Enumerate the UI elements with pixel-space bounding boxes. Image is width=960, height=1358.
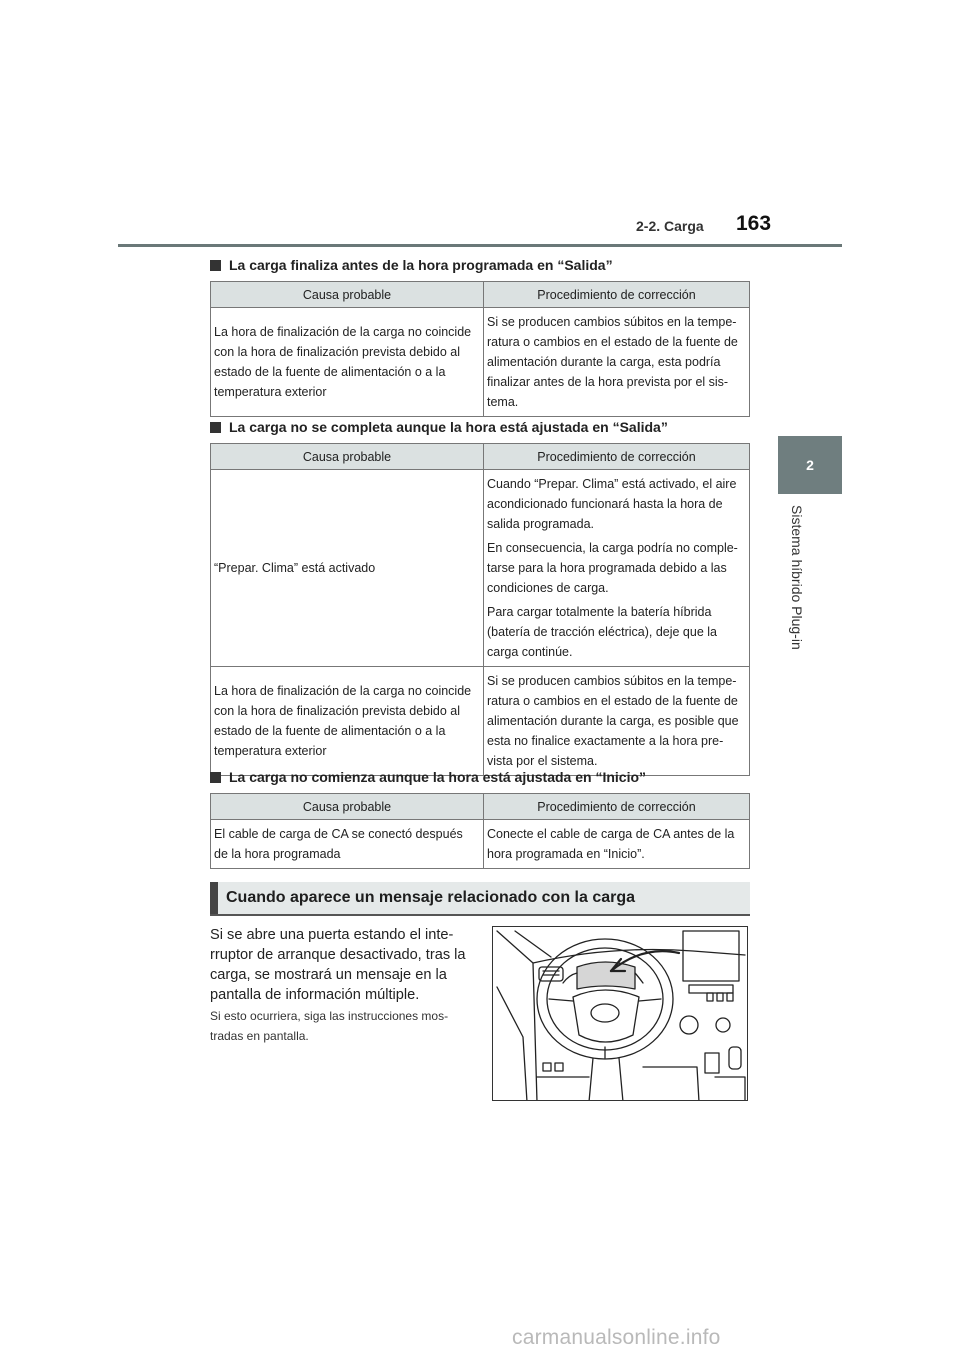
note-paragraph: Si esto ocurriera, siga las instrucciones mos-tradas en pantalla. [210, 1009, 449, 1043]
section-heading [210, 257, 613, 273]
cause-table [210, 281, 750, 417]
cause-cell: La hora de finalización de la carga no coincide con la hora de finalización prevista debido al estado de la fuente de alimentación o a la temperatura exterior [211, 308, 484, 417]
cause-cell: La hora de finalización de la carga no coincide con la hora de finalización prevista debido al estado de la fuente de alimentación o a la temperatura exterior [211, 667, 484, 776]
square-bullet-icon [210, 772, 221, 783]
fix-paragraph: En consecuencia, la carga podría no comple-tarse para la hora programada debido a las condiciones de carga. [487, 541, 738, 595]
column-header-cause: Causa probable [211, 282, 484, 308]
column-header-cause: Causa probable [211, 444, 484, 470]
section-heading [210, 419, 668, 435]
table-row [211, 820, 750, 869]
square-bullet-icon [210, 422, 221, 433]
banner-title: Cuando aparece un mensaje relacionado con la carga [226, 889, 636, 906]
table-header-row [211, 444, 750, 470]
table-row [211, 308, 750, 417]
table-header-row [211, 282, 750, 308]
fix-cell [484, 820, 750, 869]
body-paragraph: Si se abre una puerta estando el inte-rruptor de arranque desactivado, tras la carga, se mostrará un mensaje en la pantalla de información múltiple. [210, 927, 466, 1003]
fix-paragraph: Para cargar totalmente la batería híbrida (batería de tracción eléctrica), deje que la carga continúe. [487, 605, 717, 659]
section-heading [210, 769, 646, 785]
cause-cell: “Prepar. Clima” está activado [211, 470, 484, 667]
dashboard-illustration [492, 926, 748, 1101]
fix-paragraph: Si se producen cambios súbitos en la tempe-ratura o cambios en el estado de la fuente de alimentación durante la carga, es posible que esta no finalice exactamente a la hora pre-vista por el sistema. [487, 674, 739, 768]
header-rule [118, 244, 842, 247]
banner-accent-bar [210, 882, 218, 914]
table-header-row [211, 794, 750, 820]
page-number: 163 [736, 212, 772, 235]
section-title: 2-2. Carga [636, 218, 704, 234]
chapter-tab: 2 [778, 436, 842, 494]
column-header-fix: Procedimiento de corrección [484, 444, 750, 470]
cause-table [210, 443, 750, 776]
section-heading-text: La carga finaliza antes de la hora programada en “Salida” [229, 257, 613, 273]
section-heading-text: La carga no comienza aunque la hora está ajustada en “Inicio” [229, 769, 647, 785]
steering-wheel-dashboard-icon [493, 927, 748, 1101]
table-row [211, 470, 750, 667]
square-bullet-icon [210, 260, 221, 271]
fix-paragraph: Si se producen cambios súbitos en la tempe-ratura o cambios en el estado de la fuente de alimentación durante la carga, esta podría finalizar antes de la hora prevista por el sis-tema. [487, 315, 738, 409]
table-row [211, 667, 750, 776]
watermark: carmanualsonline.info [512, 1326, 721, 1349]
cause-table [210, 793, 750, 869]
column-header-fix: Procedimiento de corrección [484, 282, 750, 308]
fix-paragraph: Conecte el cable de carga de CA antes de la hora programada en “Inicio”. [487, 827, 735, 861]
column-header-fix: Procedimiento de corrección [484, 794, 750, 820]
subsection-banner [210, 882, 750, 916]
section-heading-text: La carga no se completa aunque la hora está ajustada en “Salida” [229, 419, 668, 435]
column-header-cause: Causa probable [211, 794, 484, 820]
chapter-label: Sistema híbrido Plug-in [789, 505, 805, 650]
fix-cell [484, 470, 750, 667]
fix-cell [484, 308, 750, 417]
fix-cell [484, 667, 750, 776]
cause-cell: El cable de carga de CA se conectó después de la hora programada [211, 820, 484, 869]
fix-paragraph: Cuando “Prepar. Clima” está activado, el aire acondicionado funcionará hasta la hora de salida programada. [487, 477, 737, 531]
